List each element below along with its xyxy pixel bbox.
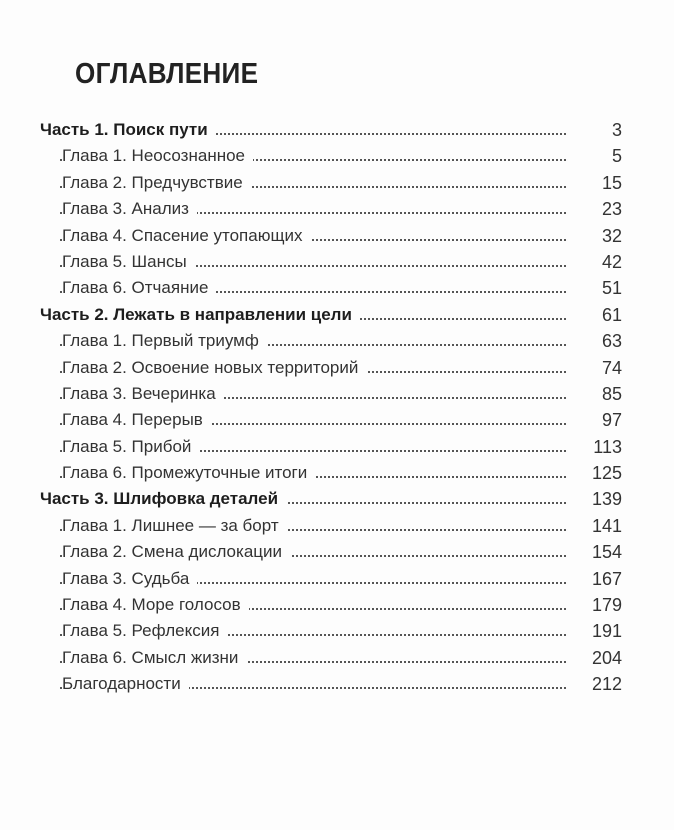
- toc-chapter-entry: [0, 513, 674, 539]
- entry-page-number: 212: [591, 674, 622, 695]
- toc-chapter-entry: [0, 170, 674, 196]
- toc-chapter-entry: [0, 671, 674, 697]
- entry-title: Глава 6. Смысл жизни: [62, 645, 246, 671]
- toc-chapter-entry: [0, 460, 674, 486]
- toc-chapter-entry: [0, 592, 674, 618]
- entry-page-number: 32: [601, 225, 622, 246]
- toc-chapter-entry: [0, 196, 674, 222]
- entry-page-number: 42: [601, 251, 622, 272]
- toc-chapter-entry: [0, 355, 674, 381]
- entry-page-number: 23: [601, 199, 622, 220]
- entry-title: Глава 6. Отчаяние: [62, 275, 216, 301]
- table-of-contents: [0, 117, 674, 698]
- toc-part-entry: [0, 302, 674, 328]
- entry-title: Глава 2. Смена дислокации: [62, 539, 290, 565]
- entry-title: Глава 2. Освоение новых территорий: [62, 355, 366, 381]
- entry-title: Глава 4. Море голосов: [62, 592, 249, 618]
- toc-chapter-entry: [0, 645, 674, 671]
- entry-page-number: 141: [591, 515, 622, 536]
- entry-page-number: 179: [591, 595, 622, 616]
- entry-title: Глава 3. Анализ: [62, 196, 197, 222]
- entry-page-number: 125: [591, 463, 622, 484]
- toc-chapter-entry: [0, 249, 674, 275]
- entry-page-number: 3: [611, 120, 622, 140]
- entry-page-number: 63: [601, 331, 622, 352]
- entry-title: Глава 6. Промежуточные итоги: [62, 460, 315, 486]
- entry-title: Глава 5. Прибой: [62, 434, 199, 460]
- entry-title: Часть 1. Поиск пути: [40, 117, 216, 143]
- toc-part-entry: [0, 486, 674, 512]
- entry-title: Глава 1. Неосознанное: [62, 143, 253, 169]
- entry-title: Глава 5. Шансы: [62, 249, 195, 275]
- entry-page-number: 85: [601, 383, 622, 404]
- entry-title: Глава 3. Вечеринка: [62, 381, 224, 407]
- entry-page-number: 139: [591, 489, 622, 510]
- entry-page-number: 113: [593, 436, 622, 457]
- entry-page-number: 191: [591, 621, 622, 642]
- entry-page-number: 61: [601, 304, 622, 325]
- toc-chapter-entry: [0, 275, 674, 301]
- entry-title: Глава 4. Перерыв: [62, 407, 211, 433]
- page-title: ОГЛАВЛЕНИЕ: [75, 58, 259, 90]
- entry-title: Часть 2. Лежать в направлении цели: [40, 302, 360, 328]
- toc-chapter-entry: [0, 407, 674, 433]
- entry-title: Глава 2. Предчувствие: [62, 170, 251, 196]
- toc-chapter-entry: [0, 223, 674, 249]
- entry-page-number: 204: [591, 647, 622, 668]
- toc-chapter-entry: [0, 434, 674, 460]
- entry-page-number: 167: [591, 568, 622, 589]
- entry-title: Благодарности: [62, 671, 189, 697]
- entry-page-number: 74: [601, 357, 622, 378]
- entry-page-number: 5: [611, 146, 622, 167]
- toc-chapter-entry: [0, 143, 674, 169]
- toc-chapter-entry: [0, 566, 674, 592]
- toc-part-entry: [0, 117, 674, 143]
- toc-chapter-entry: [0, 539, 674, 565]
- entry-page-number: 51: [601, 278, 622, 299]
- entry-page-number: 97: [601, 410, 622, 431]
- entry-title: Глава 4. Спасение утопающих: [62, 223, 310, 249]
- entry-title: Глава 1. Первый триумф: [62, 328, 267, 354]
- entry-title: Глава 1. Лишнее — за борт: [62, 513, 287, 539]
- entry-page-number: 154: [591, 542, 622, 563]
- toc-chapter-entry: [0, 328, 674, 354]
- entry-title: Глава 5. Рефлексия: [62, 618, 227, 644]
- entry-title: Глава 3. Судьба: [62, 566, 197, 592]
- entry-page-number: 15: [601, 172, 622, 193]
- entry-title: Часть 3. Шлифовка деталей: [40, 486, 286, 512]
- toc-chapter-entry: [0, 381, 674, 407]
- toc-chapter-entry: [0, 618, 674, 644]
